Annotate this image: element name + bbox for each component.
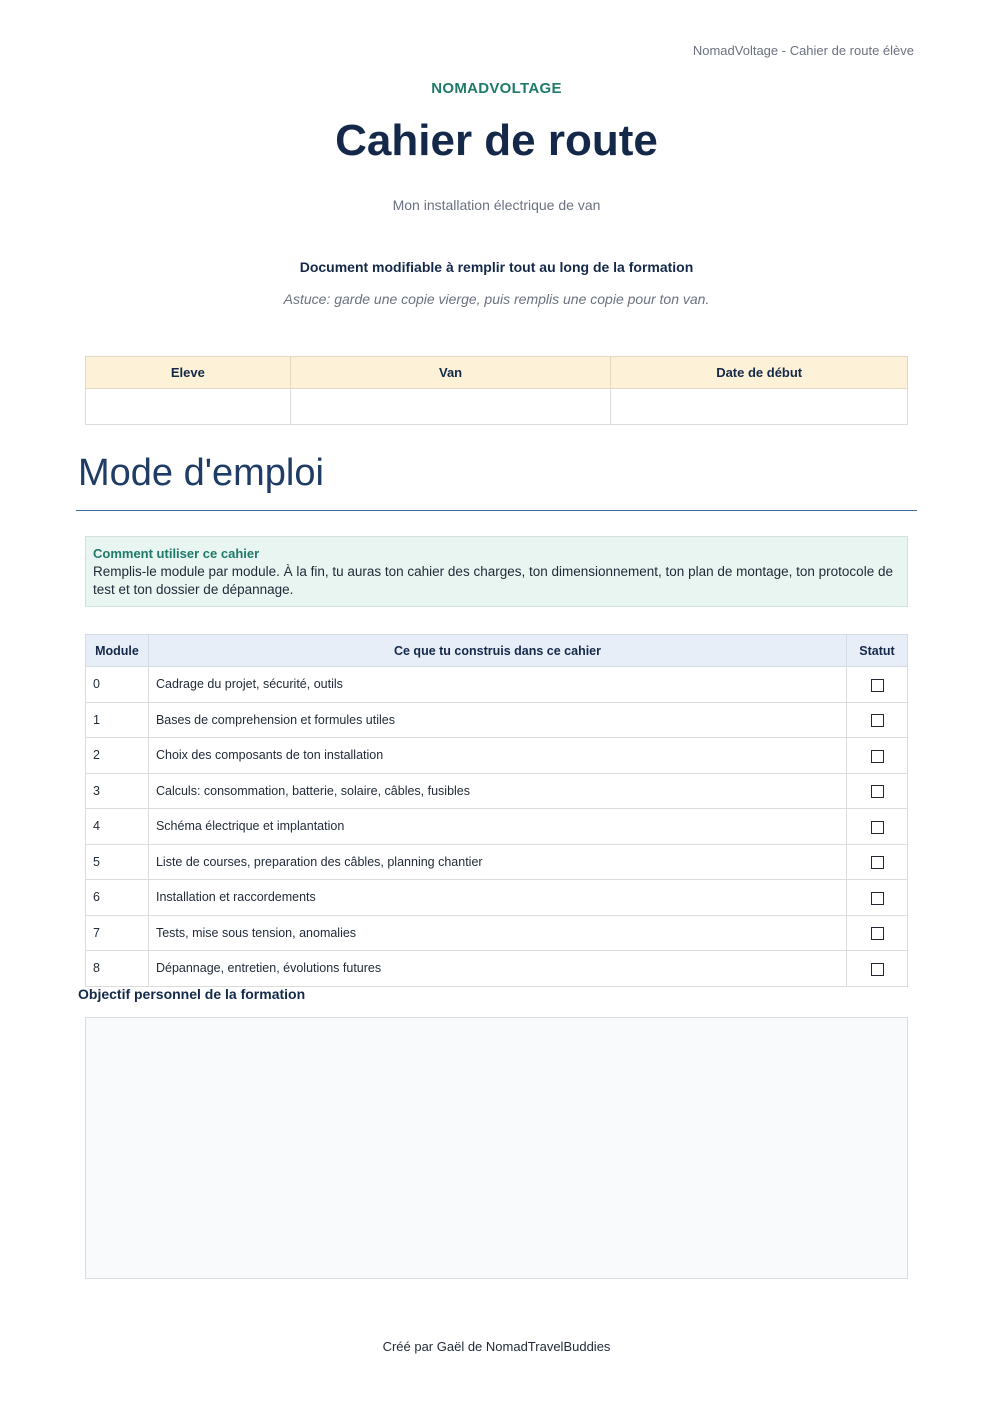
student-info-table (85, 356, 908, 425)
module-status (847, 844, 908, 880)
status-checkbox[interactable] (871, 892, 884, 905)
student-info-header-row (86, 357, 908, 389)
module-number: 0 (86, 667, 149, 703)
module-number: 5 (86, 844, 149, 880)
module-description: Schéma électrique et implantation (148, 809, 846, 845)
header-status: Statut (847, 635, 908, 667)
status-checkbox[interactable] (871, 679, 884, 692)
module-status (847, 773, 908, 809)
student-info-row (86, 389, 908, 425)
module-status (847, 738, 908, 774)
module-status (847, 880, 908, 916)
module-number: 8 (86, 951, 149, 987)
header-module: Module (86, 635, 149, 667)
table-row (86, 809, 908, 845)
status-checkbox[interactable] (871, 927, 884, 940)
status-checkbox[interactable] (871, 821, 884, 834)
module-number: 4 (86, 809, 149, 845)
header-description: Ce que tu construis dans ce cahier (148, 635, 846, 667)
status-checkbox[interactable] (871, 963, 884, 976)
module-status (847, 809, 908, 845)
modules-header-row (86, 635, 908, 667)
status-checkbox[interactable] (871, 856, 884, 869)
eleve-field[interactable] (86, 389, 291, 425)
table-row (86, 667, 908, 703)
table-row (86, 915, 908, 951)
module-description: Choix des composants de ton installation (148, 738, 846, 774)
status-checkbox[interactable] (871, 750, 884, 763)
goal-label: Objectif personnel de la formation (78, 986, 306, 1002)
brand-name: NOMADVOLTAGE (431, 80, 562, 97)
table-row (86, 702, 908, 738)
module-description: Liste de courses, preparation des câbles, planning chantier (148, 844, 846, 880)
tip-text: Astuce: garde une copie vierge, puis remplis une copie pour ton van. (283, 291, 710, 307)
page-title: Cahier de route (335, 116, 658, 165)
module-number: 1 (86, 702, 149, 738)
module-status (847, 915, 908, 951)
van-field[interactable] (290, 389, 611, 425)
header-start-date: Date de début (611, 357, 908, 389)
module-number: 7 (86, 915, 149, 951)
instructions-callout (85, 536, 908, 607)
header-eleve: Eleve (86, 357, 291, 389)
modules-table (85, 634, 908, 987)
goal-input-area[interactable] (85, 1017, 908, 1279)
table-row (86, 844, 908, 880)
table-row (86, 951, 908, 987)
module-description: Dépannage, entretien, évolutions futures (148, 951, 846, 987)
module-description: Calculs: consommation, batterie, solaire, câbles, fusibles (148, 773, 846, 809)
callout-text: Remplis-le module par module. À la fin, tu auras ton cahier des charges, ton dimensionnement, ton plan de montage, ton protocole de test et ton dossier de dépannage. (93, 564, 893, 597)
section-title: Mode d'emploi (78, 452, 324, 494)
running-header: NomadVoltage - Cahier de route élève (692, 43, 914, 58)
module-status (847, 951, 908, 987)
module-number: 2 (86, 738, 149, 774)
module-description: Bases de comprehension et formules utiles (148, 702, 846, 738)
module-description: Installation et raccordements (148, 880, 846, 916)
page-subtitle: Mon installation électrique de van (392, 197, 601, 213)
footer-credit: Créé par Gaël de NomadTravelBuddies (382, 1339, 611, 1354)
document-note: Document modifiable à remplir tout au long de la formation (299, 259, 694, 275)
module-status (847, 702, 908, 738)
module-number: 6 (86, 880, 149, 916)
table-row (86, 738, 908, 774)
start-date-field[interactable] (611, 389, 908, 425)
module-description: Cadrage du projet, sécurité, outils (148, 667, 846, 703)
status-checkbox[interactable] (871, 785, 884, 798)
module-description: Tests, mise sous tension, anomalies (148, 915, 846, 951)
callout-title: Comment utiliser ce cahier (93, 546, 260, 561)
status-checkbox[interactable] (871, 714, 884, 727)
module-number: 3 (86, 773, 149, 809)
section-divider (76, 510, 917, 511)
module-status (847, 667, 908, 703)
table-row (86, 773, 908, 809)
header-van: Van (290, 357, 611, 389)
table-row (86, 880, 908, 916)
